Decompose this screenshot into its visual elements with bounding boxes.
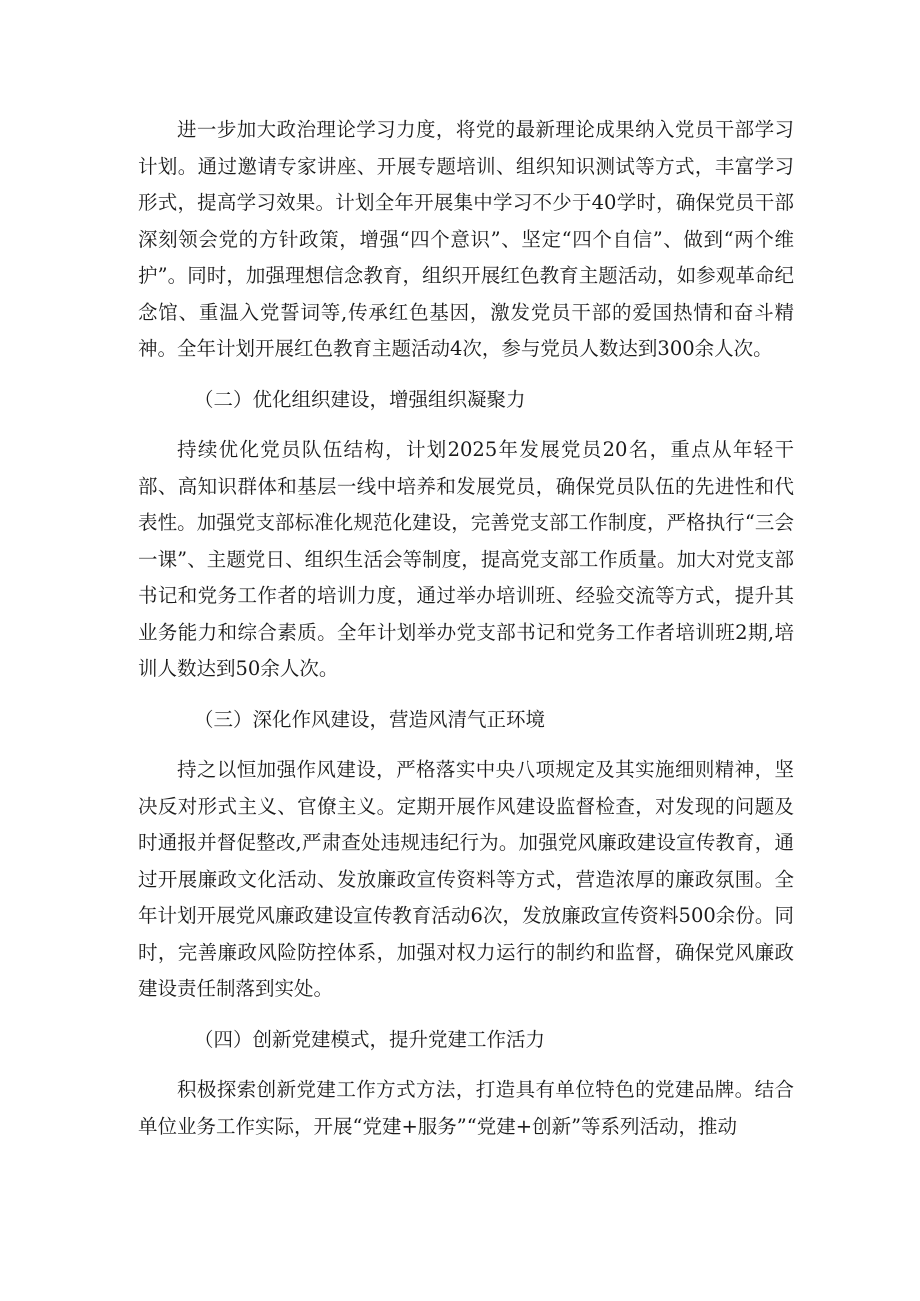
- document-body: [138, 112, 794, 1159]
- paragraph-organization: 持续优化党员队伍结构，计划2025年发展党员20名，重点从年轻干部、高知识群体和基层一线中培养和发展党员，确保党员队伍的先进性和代表性。加强党支部标准化规范化建设，完善党支部工作制度，严格执行“三会一课”、主题党日、组织生活会等制度，提高党支部工作质量。加大对党支部书记和党务工作者的培训力度，通过举办培训班、经验交流等方式，提升其业务能力和综合素质。全年计划举办党支部书记和党务工作者培训班2期,培训人数达到50余人次。: [138, 438, 794, 680]
- paragraph-political-study: 进一步加大政治理论学习力度，将党的最新理论成果纳入党员干部学习计划。通过邀请专家讲座、开展专题培训、组织知识测试等方式，丰富学习形式，提高学习效果。计划全年开展集中学习不少于40学时，确保党员干部深刻领会党的方针政策，增强“四个意识”、坚定“四个自信”、做到“两个维护”。同时，加强理想信念教育，组织开展红色教育主题活动，如参观革命纪念馆、重温入党誓词等,传承红色基因，激发党员干部的爱国热情和奋斗精神。全年计划开展红色教育主题活动4次，参与党员人数达到300余人次。: [138, 118, 794, 360]
- paragraph-innovation: 积极探索创新党建工作方式方法，打造具有单位特色的党建品牌。结合单位业务工作实际，开展“党建+服务”“党建+创新”等系列活动，推动: [138, 1078, 794, 1138]
- section-heading-work-style: （三）深化作风建设，营造风清气正环境: [194, 707, 546, 731]
- section-heading-organization: （二）优化组织建设，增强组织凝聚力: [194, 387, 526, 411]
- paragraph-work-style: 持之以恒加强作风建设，严格落实中央八项规定及其实施细则精神，坚决反对形式主义、官僚主义。定期开展作风建设监督检查，对发现的问题及时通报并督促整改,严肃查处违规违纪行为。加强党风廉政建设宣传教育，通过开展廉政文化活动、发放廉政宣传资料等方式，营造浓厚的廉政氛围。全年计划开展党风廉政建设宣传教育活动6次，发放廉政宣传资料500余份。同时，完善廉政风险防控体系，加强对权力运行的制约和监督，确保党风廉政建设责任制落到实处。: [138, 758, 794, 1000]
- section-heading-innovation: （四）创新党建模式，提升党建工作活力: [194, 1027, 546, 1051]
